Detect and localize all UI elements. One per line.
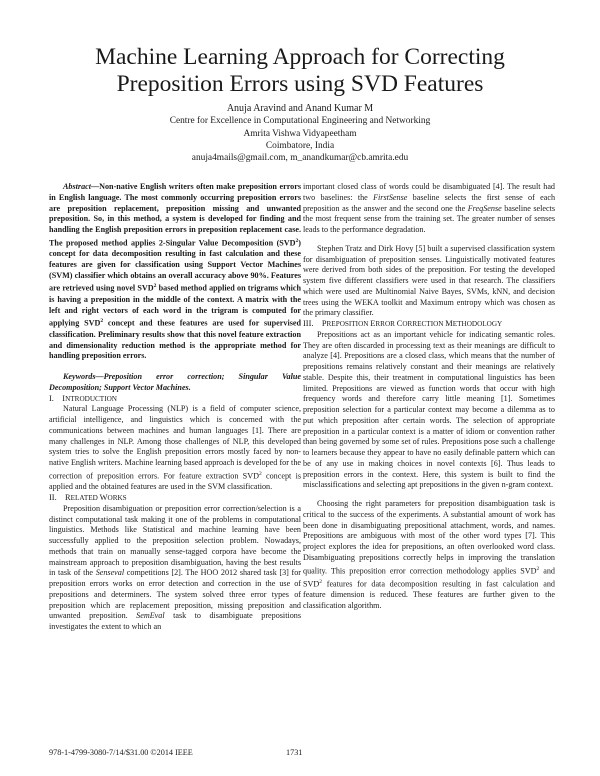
- section-heading-methodology: [303, 319, 555, 330]
- author-emails: anuja4mails@gmail.com, m_anandkumar@cb.amrita.edu: [191, 153, 409, 164]
- section-heading-introduction: [49, 394, 301, 405]
- right-text-2: baseline selects the first sense of each preposition as the answer and the second one the: [303, 192, 556, 213]
- related-works-paragraph: [49, 504, 301, 633]
- section-title-cap: W: [99, 493, 108, 503]
- footer-isbn: 978-1-4799-3080-7/14/$31.00 ©2014 IEEE: [49, 748, 193, 757]
- keywords: [49, 372, 301, 394]
- method-sup-2: 2: [319, 578, 323, 585]
- section-title-rest: ELATED: [70, 494, 100, 503]
- page-number: 1731: [286, 748, 303, 757]
- affiliation-university: Amrita Vishwa Vidyapeetham: [243, 128, 357, 139]
- abstract-dash: —: [91, 182, 100, 191]
- right-em-freqsense: FreqSense: [467, 203, 502, 213]
- author-block: [80, 103, 520, 164]
- abstract-sup-1: 2: [295, 237, 299, 244]
- affiliation-location: Coimbatore, India: [265, 140, 335, 151]
- section-title-rest: ETHODOLOGY: [452, 320, 503, 328]
- section-number: III.: [303, 319, 314, 328]
- section-title-rest: REPOSITION: [326, 320, 371, 328]
- right-text-1: important closed class of words could be disambiguated [4]. The result had two baselines: the: [303, 182, 555, 202]
- title-line-1: Machine Learning Approach for Correcting: [95, 44, 505, 70]
- section-title-cap: P: [321, 319, 327, 328]
- left-column: [49, 182, 301, 633]
- related-em-senseval: Senseval: [95, 568, 125, 578]
- section-title-rest: RROR: [375, 320, 397, 328]
- section-title-cap: R: [65, 493, 71, 503]
- abstract-sup-3: 2: [100, 318, 104, 325]
- keywords-lead: Keywords: [63, 372, 96, 382]
- right-text-3: baseline selects the most frequent sense from the training set. The greater number of senses leads to the performance degradation.: [303, 203, 556, 234]
- method-text-2: and SVD: [303, 566, 555, 589]
- section-title-rest: NTRODUCTION: [65, 394, 117, 403]
- section-title-cap: E: [370, 319, 376, 328]
- section-title-rest: ORKS: [107, 494, 127, 503]
- intro-text-1: Natural Language Processing (NLP) is a field of computer science, artificial intelligence, and linguistics which is concerned with the communications between machines and human languages [1]. There are many challenges in NLP. Among those challenges of NLP, this developed system tries to solve the English preposition errors mostly faced by non-native English writers. Machine learning based approach is developed for the correction of preposition errors. For feature extraction SVD: [49, 404, 301, 481]
- related-em-semeval: SemEval: [136, 611, 165, 621]
- section-title-cap: C: [396, 319, 403, 328]
- title-line-2: Preposition Errors using SVD Features: [116, 71, 484, 97]
- abstract-lead: Abstract: [63, 182, 91, 191]
- method-sup-1: 2: [536, 565, 540, 572]
- method-text-3: features for data decomposition resulting in fast calculation and feature dimension is reduced. These features are further given to the classification algorithm.: [303, 579, 555, 611]
- right-column: [303, 182, 555, 612]
- related-text-3: task to disambiguate prepositions investigates the extent to which an: [49, 611, 301, 632]
- keywords-text: —Preposition error correction; Singular Value Decomposition; Support Vector Machines.: [49, 372, 301, 392]
- right-em-firstsense: FirstSense: [373, 192, 408, 202]
- abstract: [49, 182, 301, 362]
- affiliation-centre: Centre for Excellence in Computational Engineering and Networking: [169, 116, 431, 127]
- intro-sup: 2: [258, 470, 262, 477]
- abstract-body-1: Non-native English writers often make preposition errors in English language. The most commonly occurring preposition errors are preposition replacement, preposition missing and unwanted preposition. So, in this method, a system is developed for finding and handling the English preposition errors in preposition replacement case. The proposed method applies 2-Singular Value Decomposition (SVD: [49, 182, 301, 248]
- abstract-sup-2: 2: [153, 283, 157, 290]
- section-heading-related-works: [49, 493, 301, 504]
- methodology-paragraph-2: [303, 499, 555, 612]
- related-works-continued: [303, 182, 555, 236]
- paper-title: [40, 44, 560, 98]
- author-names: Anuja Aravind and Anand Kumar M: [226, 103, 374, 114]
- section-number: I.: [49, 393, 54, 403]
- methodology-paragraph-1: Prepositions act as an important vehicle for indicating semantic roles. They are often discarded in processing text as their meanings are difficult to analyze [4]. Prepositions are a closed class, which means that the number of prepositions remains relatively constant and their meanings are relatively stable. Despite this, their treatment in computational linguistics has been limited. Prepositions are viewed as function words that occur with high frequency words and therefore carry little meaning [1]. Sometimes preposition selection for a particular context may become a dilemma as to put which preposition after certain words. The selection of appropriate preposition in a particular context is a matter of idiom or convention rather than being governed by some set of rules. Prepositions pose such a challenge to learners because they appear to have no easily definable pattern which can be of any use in making choices in novel contexts [6]. Thus leads to preposition errors in the context. Here, this system is built to find the misclassifications and selecting apt prepositions in the given n-gram context.: [303, 329, 555, 490]
- related-text-1: Preposition disambiguation or preposition error correction/selection is a distinct computational task making it one of the problems in computational linguistics. Methods like Statistical and machine learning have been successfully applied to the preposition selection problem. Nowadays, methods that train on manually sense-tagged corpora have become the mainstream approach to preposition disambiguation, having the best results in task of the: [49, 503, 301, 578]
- section-title-rest: ORRECTION: [402, 320, 446, 328]
- abstract-body-4: concept and these features are used for supervised classification. Preliminary results show that this novel feature extraction and dimensionality reduction method is the appropriate method for handling preposition errors.: [49, 319, 301, 361]
- method-text-1: Choosing the right parameters for preposition disambiguation task is critical to the success of the experiments. A substantial amount of work has been done in disambiguating prepositional attachment, words, and names. Prepositions are ambiguous with most of the other word types [7]. This project explores the idea for prepositions, an often overlooked word class. Disambiguating prepositions correctly helps in improving the translation quality. This preposition error correction methodology applies SVD: [303, 499, 555, 576]
- abstract-body-3: based method applied on trigrams which is having a preposition in the middle of the context. A matrix with the left and right vectors of each word in the trigram is computed for applying SVD: [49, 284, 301, 329]
- section-title-cap: I: [62, 393, 66, 403]
- section-number: II.: [49, 493, 57, 503]
- introduction-paragraph: [49, 404, 301, 493]
- tratz-hovy-paragraph: Stephen Tratz and Dirk Hovy [5] built a supervised classification system for disambiguation of preposition senses. Linguistically motivated features were derived from both sides of the preposition. For testing the developed system five different classifiers were used in that research. The classifiers which were used are Multinomial Naive Bayes, SVMs, kNN, and decision trees using the WEKA toolkit and Maximum entropy which was chosen as the primary classifier.: [303, 243, 555, 318]
- intro-text-2: concept is applied and the obtained features are used in the SVM classification.: [49, 471, 301, 492]
- abstract-body-2: ) concept for data decomposition resulting in fast calculation and these features are given for classification using Support Vector Machines (SVM) classifier which obtains an overall accuracy above 90%. Features are retrieved using novel SVD: [49, 238, 301, 294]
- section-title-cap: M: [445, 319, 453, 328]
- related-text-2: competitions [2]. The HOO 2012 shared task [3] for preposition errors works on error detection and correction in the use of prepositions and determiners. The system solved three error types of preposition which are replacement preposition, missing preposition and unwanted preposition.: [49, 568, 301, 621]
